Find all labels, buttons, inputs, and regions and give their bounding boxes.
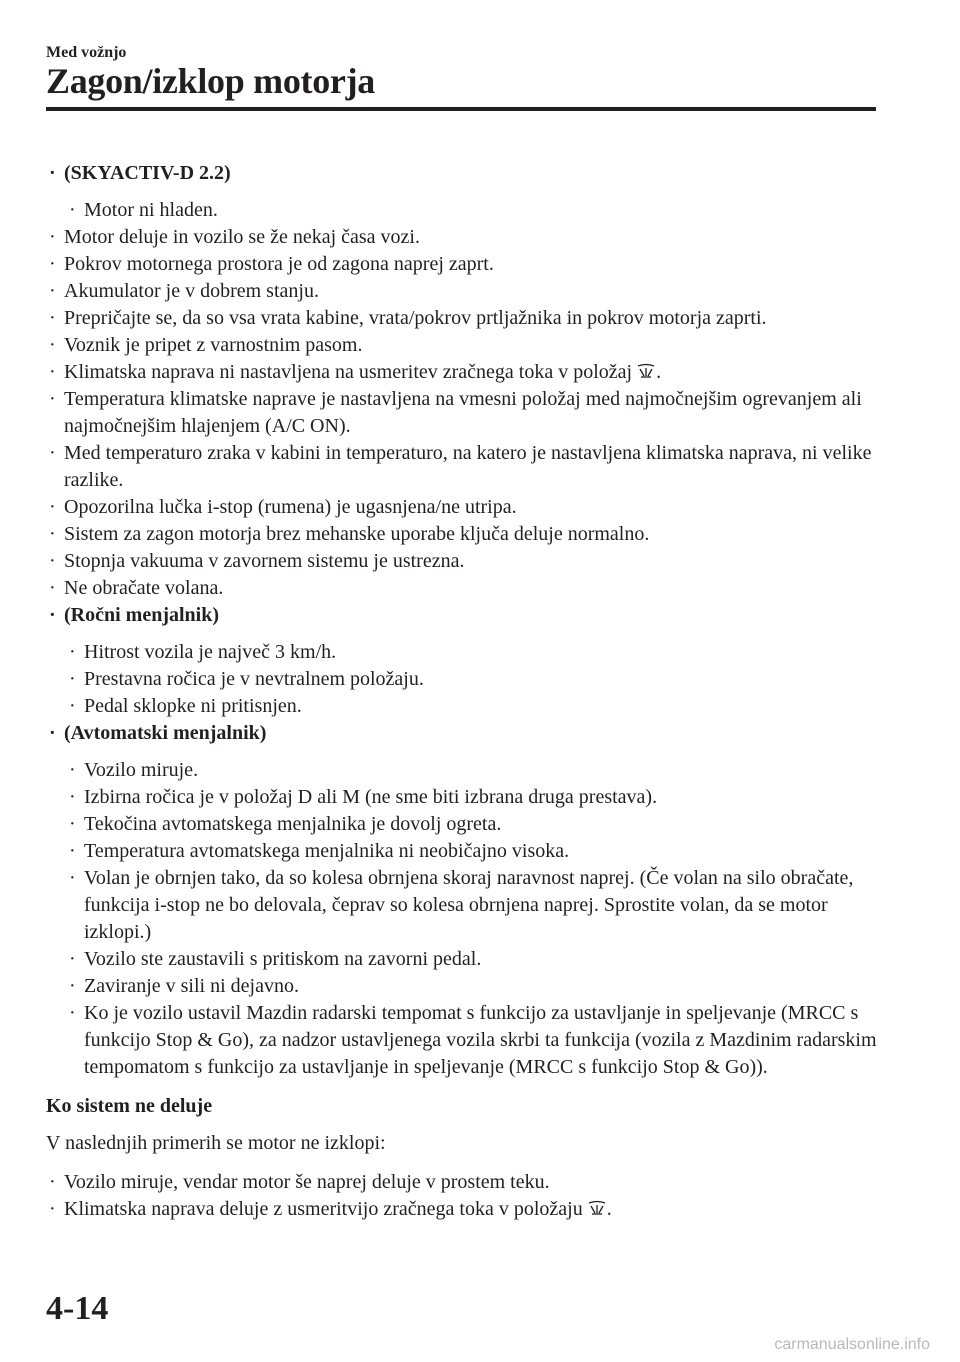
list-item-text: Med temperaturo zraka v kabini in temperaturo, na katero je nastavljena klimatska naprava, ni velike razlike. <box>64 442 872 491</box>
list-item-suffix: . <box>606 1198 612 1220</box>
page-number: 4-14 <box>46 1290 109 1327</box>
list-item-text: Temperatura klimatske naprave je nastavljena na vmesni položaj med najmočnejšim ogrevanjem ali najmočnejšim hlajenjem (A/C ON). <box>64 388 862 437</box>
bullet: · <box>49 496 56 518</box>
exceptions-list <box>46 1169 886 1223</box>
bullet: · <box>49 388 56 410</box>
bullet: · <box>49 334 56 356</box>
bullet: · <box>49 307 56 329</box>
list-item <box>66 838 886 865</box>
list-item-text: Pokrov motornega prostora je od zagona naprej zaprt. <box>64 253 494 275</box>
list-item-text: Prestavna ročica je v nevtralnem položaju. <box>84 668 424 690</box>
list-item <box>46 1196 886 1223</box>
bullet: · <box>49 523 56 545</box>
bullet: · <box>49 280 56 302</box>
list-item <box>46 440 886 494</box>
bullet: · <box>49 226 56 248</box>
bullet: · <box>69 975 76 997</box>
windshield-defrost-icon <box>636 363 656 379</box>
page-title: Zagon/izklop motorja <box>46 61 376 101</box>
list-item <box>46 494 886 521</box>
list-item <box>66 757 886 784</box>
list-item-text: (SKYACTIV-D 2.2) <box>64 162 231 184</box>
list-item-text: Klimatska naprava deluje z usmeritvijo zračnega toka v položaju <box>64 1198 583 1220</box>
bullet: · <box>69 786 76 808</box>
bullet: · <box>49 722 56 744</box>
list-item-text: Akumulator je v dobrem stanju. <box>64 280 319 302</box>
list-item <box>46 224 886 251</box>
list-item <box>46 575 886 602</box>
bullet: · <box>69 948 76 970</box>
list-item-text: (Avtomatski menjalnik) <box>64 722 267 744</box>
list-item <box>66 639 886 666</box>
bullet: · <box>69 759 76 781</box>
bullet: · <box>69 199 76 221</box>
list-item <box>66 811 886 838</box>
watermark: carmanualsonline.info <box>774 1336 930 1353</box>
list-item-text: Izbirna ročica je v položaj D ali M (ne sme biti izbrana druga prestava). <box>84 786 658 808</box>
list-item <box>66 197 886 224</box>
bullet: · <box>69 1002 76 1024</box>
list-item <box>46 359 886 386</box>
section-label: Med vožnjo <box>46 44 127 61</box>
list-item <box>66 946 886 973</box>
list-item <box>66 973 886 1000</box>
list-heading <box>46 160 886 187</box>
bullet: · <box>49 550 56 572</box>
list-item-text: Temperatura avtomatskega menjalnika ni neobičajno visoka. <box>84 840 570 862</box>
list-item-text: Sistem za zagon motorja brez mehanske uporabe ključa deluje normalno. <box>64 523 650 545</box>
list-item-text: Volan je obrnjen tako, da so kolesa obrnjena skoraj naravnost naprej. (Če volan na silo obračate, funkcija i-stop ne bo delovala, čeprav so kolesa obrnjena naprej. Sprostite volan, da se motor izklopi.) <box>84 867 854 943</box>
list-item-text: Vozilo miruje. <box>84 759 199 781</box>
list-heading <box>46 602 886 629</box>
list-item <box>66 865 886 946</box>
list-item-text: Ko je vozilo ustavil Mazdin radarski tempomat s funkcijo za ustavljanje in speljevanje (MRCC s funkcijo Stop & Go), za nadzor ustavljenega vozila skrbi ta funkcija (vozila z Mazdinim radarskim tempomatom s funkcijo za ustavljanje in speljevanje (MRCC s funkcijo Stop & Go)). <box>84 1002 877 1078</box>
bullet: · <box>49 604 56 626</box>
bullet: · <box>69 867 76 889</box>
bullet: · <box>49 577 56 599</box>
bullet: · <box>49 442 56 464</box>
bullet: · <box>49 1198 56 1220</box>
list-item <box>66 784 886 811</box>
windshield-defrost-icon <box>587 1200 607 1216</box>
list-heading <box>46 720 886 747</box>
list-item-text: Hitrost vozila je največ 3 km/h. <box>84 641 337 663</box>
bullet: · <box>69 668 76 690</box>
list-item-text: Zaviranje v sili ni dejavno. <box>84 975 299 997</box>
list-item <box>66 693 886 720</box>
list-item-text: Motor deluje in vozilo se že nekaj časa vozi. <box>64 226 420 248</box>
bullet: · <box>49 1171 56 1193</box>
list-item <box>66 666 886 693</box>
list-item <box>46 1169 886 1196</box>
list-item-text: Opozorilna lučka i-stop (rumena) je ugasnjena/ne utripa. <box>64 496 517 518</box>
list-item-text: Stopnja vakuuma v zavornem sistemu je ustrezna. <box>64 550 465 572</box>
list-item-text: Voznik je pripet z varnostnim pasom. <box>64 334 363 356</box>
conditions-list <box>46 160 886 1081</box>
list-item <box>46 332 886 359</box>
content <box>46 160 886 1223</box>
list-item <box>46 278 886 305</box>
list-item <box>46 305 886 332</box>
list-item <box>46 548 886 575</box>
list-item <box>46 386 886 440</box>
bullet: · <box>49 361 56 383</box>
bullet: · <box>49 253 56 275</box>
list-item-text: Ne obračate volana. <box>64 577 224 599</box>
list-item-text: Motor ni hladen. <box>84 199 218 221</box>
bullet: · <box>49 162 56 184</box>
list-item-text: Vozilo ste zaustavili s pritiskom na zavorni pedal. <box>84 948 482 970</box>
list-item-text: Prepričajte se, da so vsa vrata kabine, vrata/pokrov prtljažnika in pokrov motorja zaprti. <box>64 307 767 329</box>
list-item <box>66 1000 886 1081</box>
bullet: · <box>69 840 76 862</box>
bullet: · <box>69 813 76 835</box>
list-item-text: Vozilo miruje, vendar motor še naprej deluje v prostem teku. <box>64 1171 550 1193</box>
bullet: · <box>69 695 76 717</box>
list-item <box>46 521 886 548</box>
list-item <box>46 251 886 278</box>
bullet: · <box>69 641 76 663</box>
list-item-text: Klimatska naprava ni nastavljena na usmeritev zračnega toka v položaj <box>64 361 633 383</box>
list-item-text: (Ročni menjalnik) <box>64 604 219 626</box>
list-item-text: Tekočina avtomatskega menjalnika je dovolj ogreta. <box>84 813 502 835</box>
list-item-suffix: . <box>656 361 662 383</box>
title-rule <box>46 107 876 111</box>
list-item-text: Pedal sklopke ni pritisnjen. <box>84 695 302 717</box>
intro-paragraph: V naslednjih primerih se motor ne izklopi: <box>46 1132 386 1154</box>
section-heading: Ko sistem ne deluje <box>46 1095 213 1117</box>
